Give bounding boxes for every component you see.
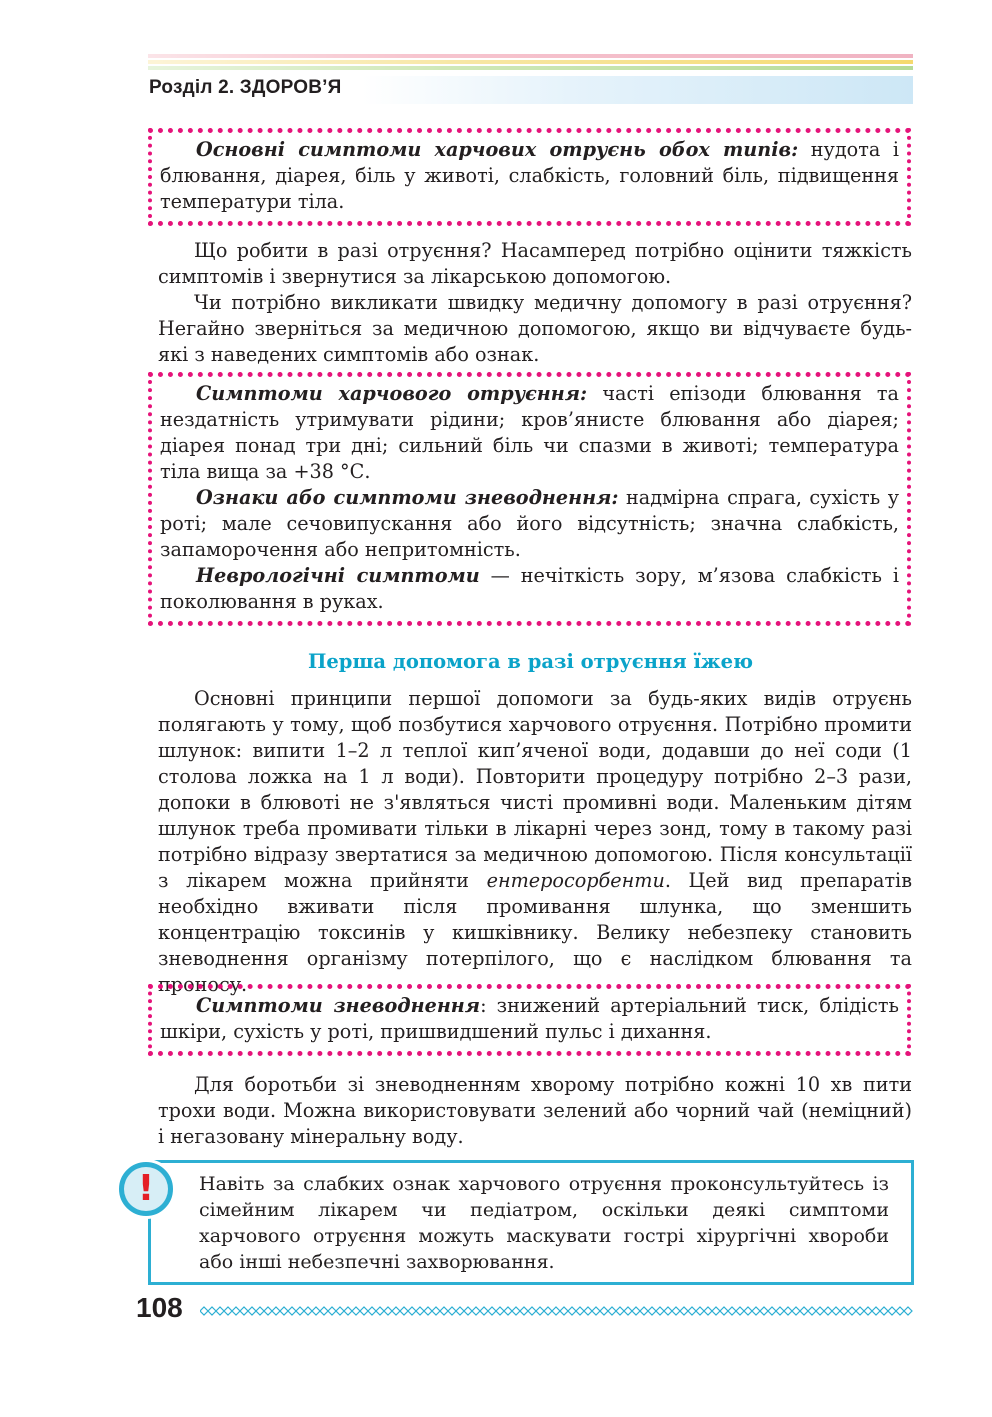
exclamation-icon: !	[116, 1159, 176, 1219]
box-lead: Неврологічні симптоми	[196, 564, 480, 587]
body-text-block-2	[158, 686, 912, 998]
header-color-stripes	[148, 54, 913, 76]
section-title: Розділ 2. ЗДОРОВ’Я	[149, 77, 342, 98]
symptoms-box-food-poisoning	[148, 372, 911, 626]
symptoms-box-both-types	[148, 128, 911, 226]
paragraph-text: . Цей вид препаратів необхідно вживати після промивання шлунка, що зменшить концентрацію токсинів у кишківнику. Велику небезпеку становить зневоднення організму потерпілого, що є наслідком блювання та проносу.	[158, 869, 913, 996]
box-paragraph	[160, 137, 899, 215]
warning-note-box	[148, 1160, 914, 1285]
subheading-first-aid: Перша допомога в разі отруєння їжею	[307, 650, 753, 673]
body-text-block-3	[158, 1072, 912, 1150]
body-paragraph: Чи потрібно викликати швидку медичну допомогу в разі отруєння? Негайно зверніться за медичною допомогою, якщо ви відчуваєте будь-які з наведених симптомів або ознак.	[158, 291, 912, 366]
box-paragraph	[160, 563, 899, 615]
box-text: часті епізоди блювання та нездатність утримувати рідини; кров’янисте блювання або діарея; діарея понад три дні; сильний біль чи спазми в животі; температура тіла вища за +38 °С.	[160, 382, 899, 483]
box-lead: Основні симптоми харчових отруєнь обох типів:	[196, 138, 799, 161]
box-text: нудота і блювання, діарея, біль у животі, слабкість, головний біль, підвищення температури тіла.	[160, 138, 899, 213]
paragraph-text: Основні принципи першої допомоги за будь-яких видів отруєнь полягають у тому, щоб позбутися харчового отруєння. Потрібно промити шлунок: випити 1–2 л теплої кип’яченої води, додавши до неї соди (1 столова ложка на 1 л води). Повторити процедуру потрібно 2–3 рази, допоки в блювоті не з'являться чисті промивні води. Маленьким дітям шлунок треба промивати тільки в лікарні через зонд, тому в такому разі потрібно відразу звертатися за медичною допомогою. Після консультації з лікарем можна прийняти	[158, 687, 912, 892]
box-text: — нечіткість зору, м’язова слабкість і поколювання в руках.	[160, 564, 899, 613]
box-paragraph	[160, 381, 899, 485]
box-paragraph	[160, 993, 899, 1045]
note-text: Навіть за слабких ознак харчового отруєння проконсультуйтесь із сімейним лікарем чи педіатром, оскільки деякі симптоми харчового отруєння можуть маскувати гострі хірургічні хвороби або інші небезпечні захворювання.	[199, 1173, 889, 1273]
body-paragraph: Що робити в разі отруєння? Насамперед потрібно оцінити тяжкість симптомів і звернутися за лікарською допомогою.	[158, 239, 912, 288]
page-number: 108	[136, 1292, 183, 1323]
body-paragraph	[158, 686, 912, 998]
footer-ornament-line	[200, 1304, 916, 1318]
emphasis-term: ентеросорбенти	[486, 869, 665, 892]
symptoms-box-dehydration	[148, 984, 911, 1056]
body-text-block-1	[158, 238, 912, 368]
box-lead: Ознаки або симптоми зневоднення:	[196, 486, 619, 509]
body-paragraph: Для боротьби зі зневодненням хворому потрібно кожні 10 хв пити трохи води. Можна використовувати зелений або чорний чай (неміцний) і негазовану мінеральну воду.	[158, 1073, 912, 1148]
box-text: : знижений артеріальний тиск, блідість шкіри, сухість у роті, пришвидшений пульс і дихання.	[160, 994, 899, 1043]
note-text-wrap	[199, 1171, 889, 1275]
box-lead: Симптоми харчового отруєння:	[196, 382, 588, 405]
box-paragraph	[160, 485, 899, 563]
box-text: надмірна спрага, сухість у роті; мале сечовипускання або його відсутність; значна слабкість, запаморочення або непритомність.	[160, 486, 900, 561]
box-lead: Симптоми зневоднення	[196, 994, 481, 1017]
